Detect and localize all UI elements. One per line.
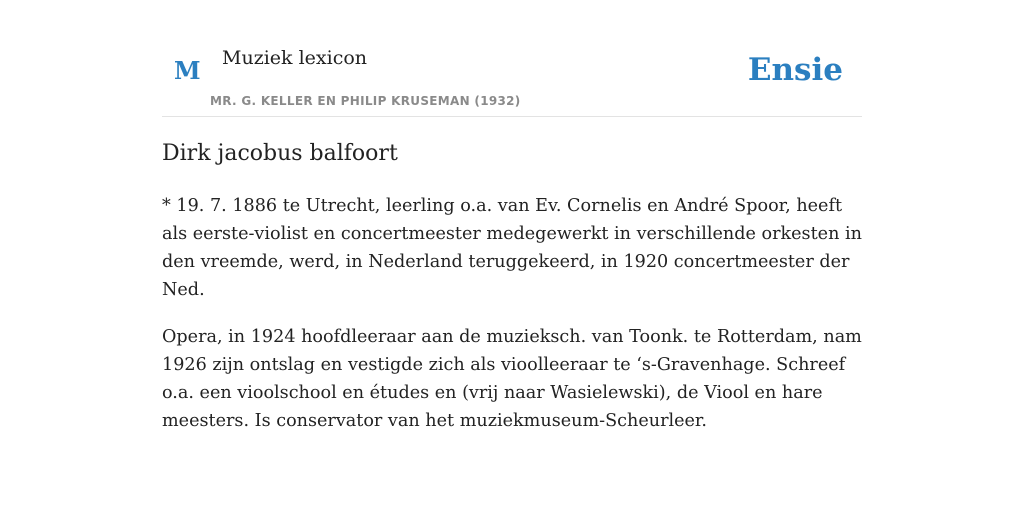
- lexicon-authors: MR. G. KELLER EN PHILIP KRUSEMAN (1932): [210, 94, 521, 108]
- content-container: [162, 0, 862, 431]
- article-body: [162, 192, 862, 454]
- lexicon-badge[interactable]: M: [174, 56, 201, 85]
- lexicon-title[interactable]: Muziek lexicon: [222, 47, 368, 69]
- article-paragraph: Opera, in 1924 hoofdleeraar aan de muzieksch. van Toonk. te Rotterdam, nam 1926 zijn ontslag en vestigde zich als vioolleeraar te ‘s-Gravenhage. Schreef o.a. een vioolschool en études en (vrij naar Wasielewski), de Viool en hare meesters. Is conservator van het muziekmuseum-Scheurleer.: [162, 327, 862, 431]
- ensie-logo[interactable]: Ensie: [747, 52, 843, 88]
- article-paragraph: * 19. 7. 1886 te Utrecht, leerling o.a. van Ev. Cornelis en André Spoor, heeft als eerste-violist en concertmeester medegewerkt in verschillende orkesten in den vreemde, werd, in Nederland teruggekeerd, in 1920 concertmeester der Ned.: [162, 196, 862, 300]
- article-title: Dirk jacobus balfoort: [162, 141, 398, 166]
- lexicon-header: [162, 0, 862, 117]
